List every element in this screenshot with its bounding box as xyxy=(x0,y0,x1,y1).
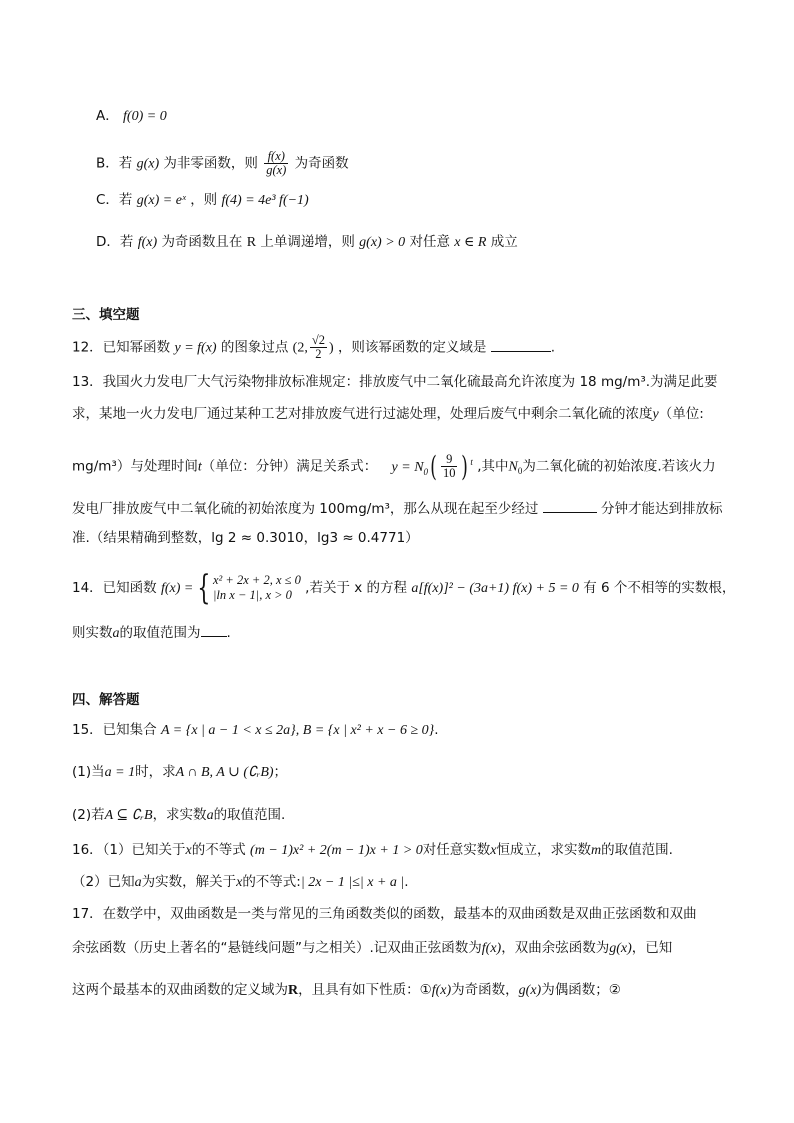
q17-line3-c: 为奇函数， xyxy=(451,982,519,998)
q16-var-x: x xyxy=(185,843,192,858)
option-d-math2: R xyxy=(246,235,257,250)
q16-line2-c: 的不等式: xyxy=(242,874,301,890)
q16-inequality-2: | 2x − 1 |≤| x + a | xyxy=(300,875,405,890)
question-13-line-2 xyxy=(72,404,734,425)
question-13-line-1: 13．我国火力发电厂大气污染物排放标准规定：排放废气中二氧化硫最高允许浓度为 18 mg/m³.为满足此要 xyxy=(72,374,718,390)
question-15-part-1 xyxy=(72,762,734,783)
q13-formula-sub: 0 xyxy=(423,466,429,477)
option-d-text1: 为奇函数且在 xyxy=(161,234,243,250)
q16-line2-end: . xyxy=(404,874,409,890)
q16-inequality: (m − 1)x² + 2(m − 1)x + 1 > 0 xyxy=(250,843,423,858)
q12-prefix: 12．已知幂函数 xyxy=(72,339,171,356)
q15-end: . xyxy=(434,722,439,738)
q16-var-x3: x xyxy=(236,875,243,890)
q15-p1-math2: A ∩ B, A ∪ (∁ᵣB) xyxy=(175,765,274,780)
q12-point-open: (2, xyxy=(292,340,308,356)
q12-fraction xyxy=(310,334,327,361)
question-14 xyxy=(72,570,734,607)
q12-end: . xyxy=(550,339,556,356)
q13-answer-blank[interactable] xyxy=(543,498,597,513)
q15-p2-var: a xyxy=(206,808,214,823)
q14-case-2: |ln x − 1|, x > 0 xyxy=(213,588,292,602)
q17-line3-d: 为偶函数；② xyxy=(541,982,621,998)
q16-line2-a: （2）已知 xyxy=(72,874,135,890)
q16-line1-d: 恒成立，求实数 xyxy=(496,842,591,858)
q16-line1-c: 对任意实数 xyxy=(422,842,491,858)
option-c-label: C．若 xyxy=(96,192,133,208)
q17-line2-c: ，已知 xyxy=(631,940,673,956)
q13-line4-b: 分钟才能达到排放标 xyxy=(600,501,723,517)
q12-answer-blank[interactable] xyxy=(491,337,551,352)
option-b[interactable] xyxy=(96,150,734,177)
q15-sets: A = {x | a − 1 < x ≤ 2a}, B = {x | x² + x − 6 ≥ 0} xyxy=(160,723,435,738)
left-brace-icon: { xyxy=(197,568,211,608)
q13-line3-d: 为二氧化硫的初始浓度.若该火力 xyxy=(522,458,716,475)
option-d-text3: 对任意 xyxy=(409,234,450,250)
question-17-line-2 xyxy=(72,938,734,959)
q14-fx: f(x) = xyxy=(160,581,194,596)
option-d-math1: f(x) xyxy=(137,235,158,250)
question-14-line-2 xyxy=(72,622,734,644)
option-d-text4: 成立 xyxy=(490,234,518,250)
option-c[interactable] xyxy=(96,190,734,211)
q13-line3-c: ,其中 xyxy=(477,458,509,475)
section-4-heading: 四、解答题 xyxy=(72,692,140,708)
q14-text2: 有 6 个不相等的实数根， xyxy=(583,580,736,596)
q14-line2-b: 的取值范围为 xyxy=(119,625,201,641)
option-c-math2: f(4) = 4e³ f(−1) xyxy=(221,193,309,208)
option-b-text2: 为奇函数 xyxy=(294,155,349,172)
q13-n0: N xyxy=(508,459,518,475)
q15-p2-c: 的取值范围. xyxy=(213,807,286,823)
question-17-line-3 xyxy=(72,980,734,1001)
option-b-fraction xyxy=(264,150,288,177)
q13-formula-pre: y = N xyxy=(391,459,424,475)
q13-formula xyxy=(392,460,429,475)
q16-var-m: m xyxy=(591,843,602,858)
option-d[interactable] xyxy=(96,232,734,253)
q16-line2-b: 为实数，解关于 xyxy=(141,874,237,890)
q17-line3-a: 这两个最基本的双曲函数的定义域为 xyxy=(72,982,288,998)
q17-line3-b: ，且具有如下性质：① xyxy=(298,982,432,998)
q15-p1-math: a = 1 xyxy=(104,765,136,780)
q17-g2: g(x) xyxy=(518,983,542,998)
option-b-label: B．若 xyxy=(96,155,133,172)
fraction-denominator: g(x) xyxy=(266,163,287,177)
q12-text2: ，则该幂函数的定义域是 xyxy=(337,339,487,356)
q16-line1-b: 的不等式 xyxy=(191,842,246,858)
option-a-label: A． xyxy=(96,108,119,124)
fraction-numerator: f(x) xyxy=(264,150,288,164)
q12-math1: y = f(x) xyxy=(174,340,217,356)
question-17-line-1: 17．在数学中，双曲函数是一类与常见的三角函数类似的函数，最基本的双曲函数是双曲正弦函数和双曲 xyxy=(72,906,697,922)
question-16-part-2 xyxy=(72,872,734,893)
right-paren-icon: ) xyxy=(461,449,469,483)
question-13-line-3 xyxy=(72,449,734,483)
q15-p2-b: ，求实数 xyxy=(152,807,207,823)
option-d-text2: 上单调递增，则 xyxy=(260,234,355,250)
q15-prefix: 15．已知集合 xyxy=(72,722,157,738)
q12-text1: 的图象过点 xyxy=(220,339,289,356)
q12-point-close: ) xyxy=(328,340,334,356)
q17-line2-b: ，双曲余弦函数为 xyxy=(501,940,610,956)
q13-line4-a: 发电厂排放废气中二氧化硫的初始浓度为 100mg/m³，那么从现在起至少经过 xyxy=(72,501,539,517)
q13-line3-b: （单位：分钟）满足关系式： xyxy=(201,458,378,475)
option-b-math: g(x) xyxy=(136,156,160,172)
q17-f: f(x) xyxy=(481,941,502,956)
fraction-numerator: √2 xyxy=(311,333,325,347)
option-c-math1: g(x) = eˣ xyxy=(136,193,186,208)
q14-line2-a: 则实数 xyxy=(72,625,113,641)
q14-var-a: a xyxy=(112,626,120,641)
q16-var-a: a xyxy=(134,875,142,890)
question-15 xyxy=(72,720,734,741)
option-b-text: 为非零函数，则 xyxy=(163,155,258,172)
q14-end: . xyxy=(226,625,231,641)
q14-text1: ,若关于 x 的方程 xyxy=(305,580,408,596)
question-16-part-1 xyxy=(72,840,734,861)
q17-r: R xyxy=(288,983,299,998)
q16-line1-e: 的取值范围. xyxy=(601,842,673,858)
option-a-math: f(0) = 0 xyxy=(123,109,167,124)
q14-equation: a[f(x)]² − (3a+1) f(x) + 5 = 0 xyxy=(411,581,579,596)
q13-line3-a: mg/m³）与处理时间 xyxy=(72,458,198,475)
q13-line2-a: 求，某地一火力发电厂通过某种工艺对排放废气进行过滤处理，处理后废气中剩余二氧化硫的浓度 xyxy=(72,406,653,422)
q15-p1-end: ； xyxy=(273,764,288,780)
option-d-label: D．若 xyxy=(96,234,134,250)
question-15-part-2 xyxy=(72,805,734,826)
q15-p1-b: 时，求 xyxy=(135,764,176,780)
q14-answer-blank[interactable] xyxy=(201,622,227,637)
option-c-text: ，则 xyxy=(190,192,218,208)
option-d-math3: g(x) > 0 xyxy=(359,235,406,250)
q14-prefix: 14．已知函数 xyxy=(72,580,157,596)
question-13-line-4 xyxy=(72,498,734,519)
q13-fraction xyxy=(441,453,458,480)
q15-p1-a: (1)当 xyxy=(72,764,105,780)
fraction-denominator: 2 xyxy=(315,347,322,361)
q15-p2-a: (2)若 xyxy=(72,807,105,823)
q17-line2-a: 余弦函数（历史上著名的“悬链线问题”与之相关）.记双曲正弦函数为 xyxy=(72,940,482,956)
q17-g: g(x) xyxy=(609,941,632,956)
question-12 xyxy=(72,334,734,361)
q17-f2: f(x) xyxy=(431,983,452,998)
section-3-heading: 三、填空题 xyxy=(72,307,140,323)
option-d-math4: x ∈ R xyxy=(454,235,487,250)
question-13-line-5: 准.（结果精确到整数，lg 2 ≈ 0.3010，lg3 ≈ 0.4771） xyxy=(72,530,419,546)
q15-p2-math: A ⊆ ∁ᵣB xyxy=(104,808,153,823)
q13-var-y: y xyxy=(652,407,659,422)
option-a[interactable] xyxy=(96,106,734,127)
left-paren-icon: ( xyxy=(430,449,437,483)
q13-var-t: t xyxy=(197,459,202,475)
fraction-numerator: 9 xyxy=(441,453,458,467)
q13-n0-sub: 0 xyxy=(517,466,523,477)
q16-line1-a: 16．（1）已知关于 xyxy=(72,842,186,858)
q13-line2-b: （单位: xyxy=(658,406,704,422)
q13-exponent: t xyxy=(470,457,473,467)
q16-var-x2: x xyxy=(490,843,497,858)
fraction-denominator: 10 xyxy=(442,466,456,480)
q14-case-1: x² + 2x + 2, x ≤ 0 xyxy=(213,573,301,587)
q14-cases xyxy=(213,573,301,603)
